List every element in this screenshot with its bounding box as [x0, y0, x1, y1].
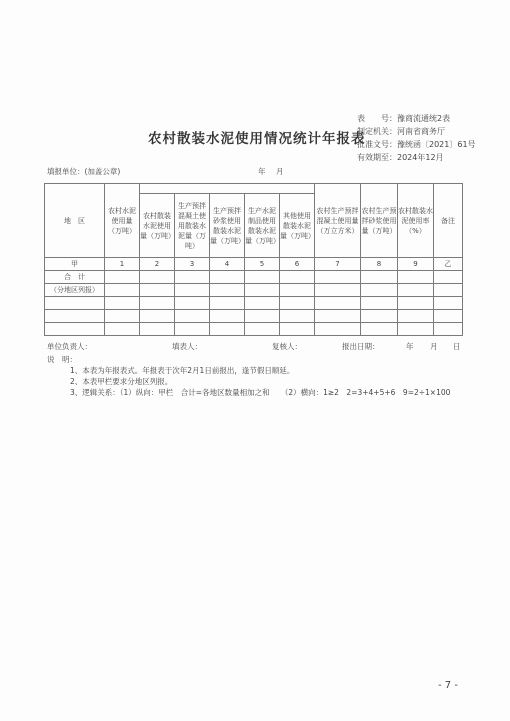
notes-heading: 说 明： [47, 355, 77, 364]
code-cell: 7 [315, 258, 361, 271]
header-region: 地 区 [45, 184, 105, 258]
valid-until: 有效期至：2024年12月 [357, 153, 444, 162]
by-region-label: （分地区列报） [45, 284, 105, 297]
report-title: 农村散装水泥使用情况统计年报表 [148, 131, 366, 147]
approval-number: 批准文号：豫统函〔2021〕61号 [357, 140, 476, 149]
header-cement-products: 生产水泥制品使用散装水泥量（万吨） [245, 194, 280, 258]
code-cell: 2 [140, 258, 175, 271]
code-cell: 4 [210, 258, 245, 271]
header-premix-mortar: 生产预拌砂浆使用散装水泥量（万吨） [210, 194, 245, 258]
header-premix-concrete: 生产预拌混凝土使用散装水泥量（万吨） [175, 194, 210, 258]
header-bulk-cement: 农村散装水泥使用量（万吨） [140, 194, 175, 258]
header-rural-mortar: 农村生产预拌砂浆使用量（万吨） [361, 184, 398, 258]
unit-head-label: 单位负责人： [47, 342, 92, 351]
reviewer-label: 复核人： [272, 342, 302, 351]
total-label: 合 计 [45, 271, 105, 284]
code-cell: 乙 [434, 258, 463, 271]
note-item-3: 3、逻辑关系：（1）纵向：甲栏 合计=各地区数量相加之和 （2）横向：1≥2 2=3+4+5+6 9=2÷1×100 [70, 388, 451, 397]
total-row [45, 271, 463, 284]
year-label: 年 [258, 167, 266, 176]
statistics-table [44, 183, 463, 336]
reporting-unit-label: 填报单位：(加盖公章) [47, 167, 121, 176]
issuing-authority: 制定机关：河南省商务厅 [357, 127, 445, 136]
date-year: 年 [406, 342, 414, 351]
empty-row [45, 297, 463, 310]
code-cell: 6 [280, 258, 315, 271]
date-month: 月 [430, 342, 438, 351]
header-rural-cement: 农村水泥使用量（万吨） [105, 184, 140, 258]
page-number: - 7 - [438, 680, 458, 691]
month-label: 月 [276, 167, 284, 176]
report-date-label: 报出日期： [342, 342, 380, 351]
note-item-1: 1、本表为年报表式。年报表于次年2月1日前报出，逢节假日顺延。 [70, 366, 295, 375]
header-rural-concrete: 农村生产预拌混凝土使用量（万立方米） [315, 184, 361, 258]
code-row [45, 258, 463, 271]
by-region-row [45, 284, 463, 297]
code-cell: 9 [398, 258, 434, 271]
header-other: 其他使用散装水泥量（万吨） [280, 194, 315, 258]
code-cell: 甲 [45, 258, 105, 271]
code-cell: 3 [175, 258, 210, 271]
code-cell: 1 [105, 258, 140, 271]
header-remark: 备注 [434, 184, 463, 258]
filler-label: 填表人： [172, 342, 202, 351]
empty-row [45, 310, 463, 323]
form-number: 表 号：豫商流通统2表 [357, 114, 451, 123]
empty-row [45, 323, 463, 336]
date-day: 日 [453, 342, 461, 351]
code-cell: 5 [245, 258, 280, 271]
note-item-2: 2、本表甲栏要求分地区列报。 [70, 377, 173, 386]
header-bulk-rate: 农村散装水泥使用率（%） [398, 184, 434, 258]
code-cell: 8 [361, 258, 398, 271]
